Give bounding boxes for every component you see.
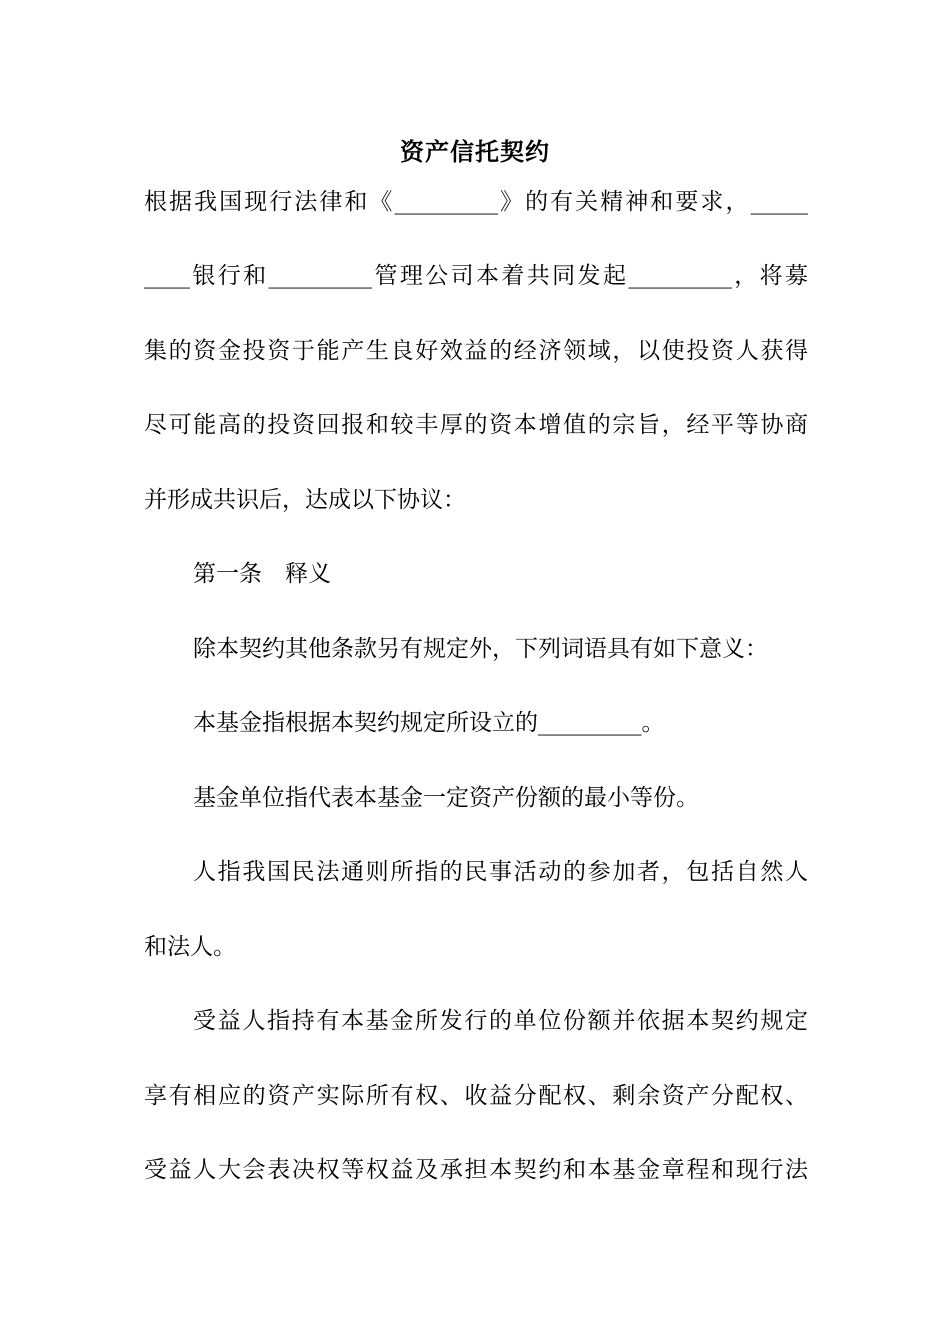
- article-heading: 第一条 释义: [193, 561, 331, 587]
- paragraph-line: ____银行和_________管理公司本着共同发起_________，将募: [144, 263, 808, 289]
- paragraph-line: 尽可能高的投资回报和较丰厚的资本增值的宗旨，经平等协商: [144, 412, 808, 438]
- paragraph-line: 人指我国民法通则所指的民事活动的参加者，包括自然人: [193, 859, 808, 885]
- paragraph-line: 本基金指根据本契约规定所设立的_________。: [193, 710, 665, 736]
- paragraph-line: 基金单位指代表本基金一定资产份额的最小等份。: [193, 785, 699, 811]
- paragraph-line: 并形成共识后，达成以下协议：: [144, 487, 466, 513]
- paragraph-line: 和法人。: [144, 934, 236, 960]
- paragraph-line: 集的资金投资于能产生良好效益的经济领域，以使投资人获得: [144, 338, 808, 364]
- paragraph-line: 享有相应的资产实际所有权、收益分配权、剩余资产分配权、: [144, 1083, 808, 1109]
- paragraph-line: 受益人大会表决权等权益及承担本契约和本基金章程和现行法: [144, 1157, 808, 1183]
- paragraph-line: 根据我国现行法律和《_________》的有关精神和要求，_____: [144, 189, 808, 215]
- paragraph-line: 除本契约其他条款另有规定外，下列词语具有如下意义：: [193, 636, 768, 662]
- paragraph-line: 受益人指持有本基金所发行的单位份额并依据本契约规定: [193, 1008, 808, 1034]
- document-title: 资产信托契约: [400, 137, 550, 166]
